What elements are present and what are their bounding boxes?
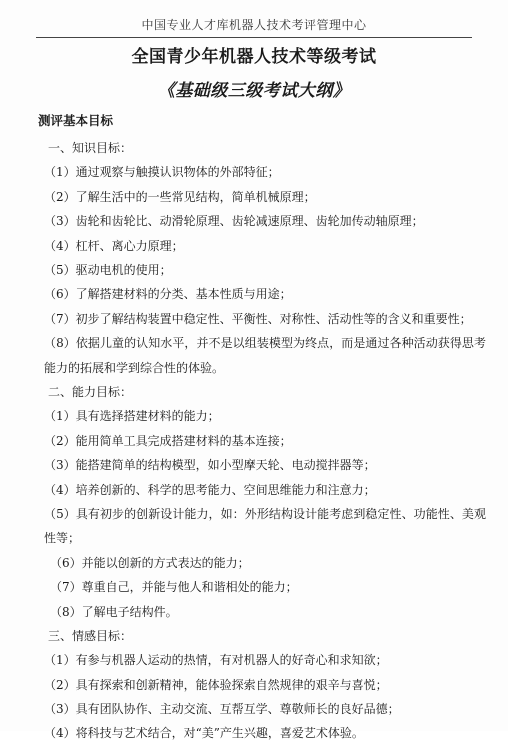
list-item: （7）初步了解结构装置中稳定性、平衡性、对称性、活动性等的含义和重要性； — [44, 311, 472, 326]
list-item: （8）了解电子结构件。 — [50, 604, 178, 619]
list-item: （3）能搭建简单的结构模型，如小型摩天轮、电动搅拌器等； — [44, 458, 376, 473]
document-subtitle: 《基础级三级考试大纲》 — [157, 81, 351, 101]
list-item: （4）将科技与艺术结合，对“美”产生兴趣，喜爱艺术体验。 — [44, 726, 364, 741]
document-body — [38, 110, 486, 746]
list-item: （3）齿轮和齿轮比、动滑轮原理、齿轮减速原理、齿轮加传动轴原理； — [44, 214, 424, 229]
list-item: （4）杠杆、离心力原理； — [44, 238, 184, 253]
list-item: （8）依据儿童的认知水平，并不是以组装模型为终点，而是通过各种活动获得思考能力的拓展和学到综合性的体验。 — [44, 336, 486, 375]
list-item: （6）了解搭建材料的分类、基本性质与用途； — [44, 287, 292, 302]
list-item: （5）具有初步的创新设计能力，如：外形结构设计能考虑到稳定性、功能性、美观性等； — [44, 506, 486, 546]
running-header: 中国专业人才库机器人技术考评管理中心 — [141, 18, 367, 32]
list-item: （4）培养创新的、科学的思考能力、空间思维能力和注意力； — [44, 482, 376, 497]
group-heading-knowledge: 一、知识目标： — [48, 141, 133, 155]
section-title: 测评基本目标 — [38, 113, 114, 128]
list-item: （1）有参与机器人运动的热情，有对机器人的好奇心和求知欲； — [44, 653, 388, 668]
list-item: （5）驱动电机的使用； — [44, 262, 172, 277]
list-item: （2）能用简单工具完成搭建材料的基本连接； — [44, 433, 292, 448]
list-item: （3）具有团队协作、主动交流、互帮互学、尊敬师长的良好品德； — [44, 702, 400, 717]
list-item: （1）通过观察与触摸认识物体的外部特征； — [44, 165, 280, 180]
group-heading-emotion: 三、情感目标： — [48, 628, 133, 643]
header-divider — [36, 37, 472, 38]
list-item: （1）具有选择搭建材料的能力； — [44, 409, 220, 424]
list-item: （7）尊重自己，并能与他人和谐相处的能力； — [50, 580, 298, 595]
group-heading-ability: 二、能力目标： — [48, 384, 133, 399]
list-item: （2）具有探索和创新精神，能体验探索自然规律的艰辛与喜悦； — [44, 677, 388, 692]
list-item: （6）并能以创新的方式表达的能力； — [50, 555, 250, 570]
document-title: 全国青少年机器人技术等级考试 — [131, 47, 377, 67]
list-item: （2）了解生活中的一些常见结构，简单机械原理； — [44, 189, 316, 204]
